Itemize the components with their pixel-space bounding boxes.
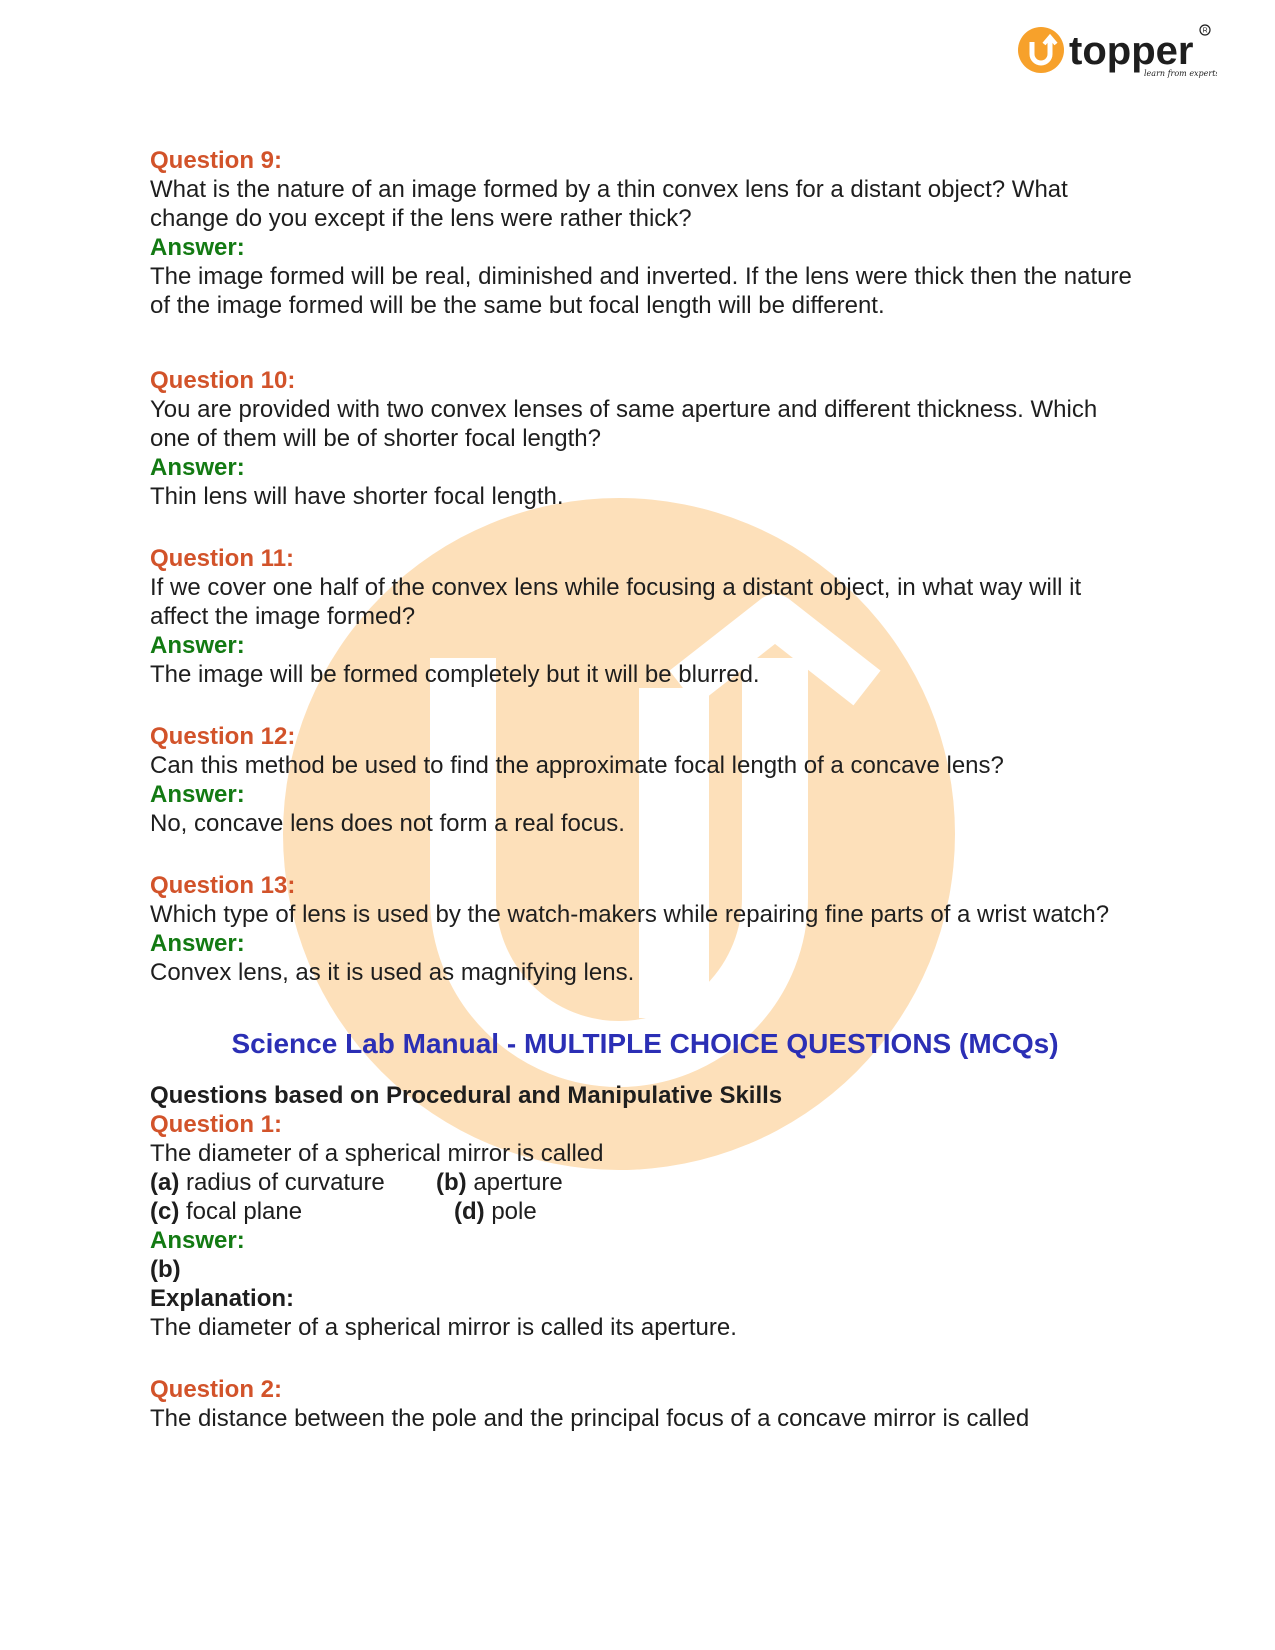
question-text: If we cover one half of the convex lens while focusing a distant object, in what way will it affect the image formed? (150, 574, 1082, 630)
question-text: Which type of lens is used by the watch-makers while repairing fine parts of a wrist watch? (150, 901, 1110, 928)
question-text: You are provided with two convex lenses of same aperture and different thickness. Which one of them will be of shorter focal length? (150, 396, 1098, 452)
answer-text: Thin lens will have shorter focal length. (150, 483, 564, 510)
answer-label: Answer: (150, 632, 245, 659)
option-d: (d) pole (454, 1198, 537, 1225)
question-text: What is the nature of an image formed by a thin convex lens for a distant object? What change do you except if the lens were rather thick? (150, 176, 1068, 232)
question-label: Question 13: (150, 872, 296, 899)
answer-text: Convex lens, as it is used as magnifying lens. (150, 959, 635, 986)
answer-text: The image formed will be real, diminished and inverted. If the lens were thick then the nature of the image formed will be the same but focal length will be different. (150, 263, 1132, 319)
qa-block-12 (150, 722, 1140, 838)
brand-tagline: learn from experts (1144, 69, 1217, 78)
question-label: Question 12: (150, 723, 296, 750)
answer-label: Answer: (150, 454, 245, 481)
question-label: Question 9: (150, 147, 283, 174)
qa-block-13 (150, 871, 1140, 987)
answer-label: Answer: (150, 234, 245, 261)
answer-label: Answer: (150, 1227, 245, 1254)
option-b: (b) aperture (436, 1169, 563, 1196)
answer-text: No, concave lens does not form a real focus. (150, 810, 625, 837)
explanation-label: Explanation: (150, 1285, 295, 1312)
explanation-text: The diameter of a spherical mirror is called its aperture. (150, 1314, 737, 1341)
qa-block-11 (150, 544, 1140, 689)
answer-text: (b) (150, 1256, 181, 1283)
u-arrow-logo-icon (1017, 22, 1217, 86)
option-c: (c) focal plane (150, 1198, 303, 1225)
brand-name: topper (1069, 29, 1194, 73)
question-label: Question 2: (150, 1376, 283, 1403)
qa-block-9 (150, 146, 1140, 320)
svg-text:R: R (1202, 27, 1208, 35)
options-row (150, 1197, 1140, 1226)
question-text: The distance between the pole and the principal focus of a concave mirror is called (150, 1405, 1030, 1432)
section-title: Science Lab Manual - MULTIPLE CHOICE QUESTIONS (MCQs) (231, 1028, 1059, 1059)
qa-block-10 (150, 366, 1140, 511)
question-text: The diameter of a spherical mirror is called (150, 1140, 604, 1167)
question-text: Can this method be used to find the approximate focal length of a concave lens? (150, 752, 1004, 779)
option-a: (a) radius of curvature (150, 1169, 385, 1196)
question-label: Question 1: (150, 1111, 283, 1138)
section-subtitle: Questions based on Procedural and Manipulative Skills (150, 1082, 783, 1109)
topper-logo (1017, 22, 1217, 86)
question-label: Question 11: (150, 545, 295, 572)
options-row (150, 1168, 1140, 1197)
document-body (150, 146, 1140, 1433)
answer-label: Answer: (150, 781, 245, 808)
mcq-block-1 (150, 1110, 1140, 1342)
answer-label: Answer: (150, 930, 245, 957)
answer-text: The image will be formed completely but it will be blurred. (150, 661, 760, 688)
mcq-block-2 (150, 1375, 1140, 1433)
question-label: Question 10: (150, 367, 296, 394)
